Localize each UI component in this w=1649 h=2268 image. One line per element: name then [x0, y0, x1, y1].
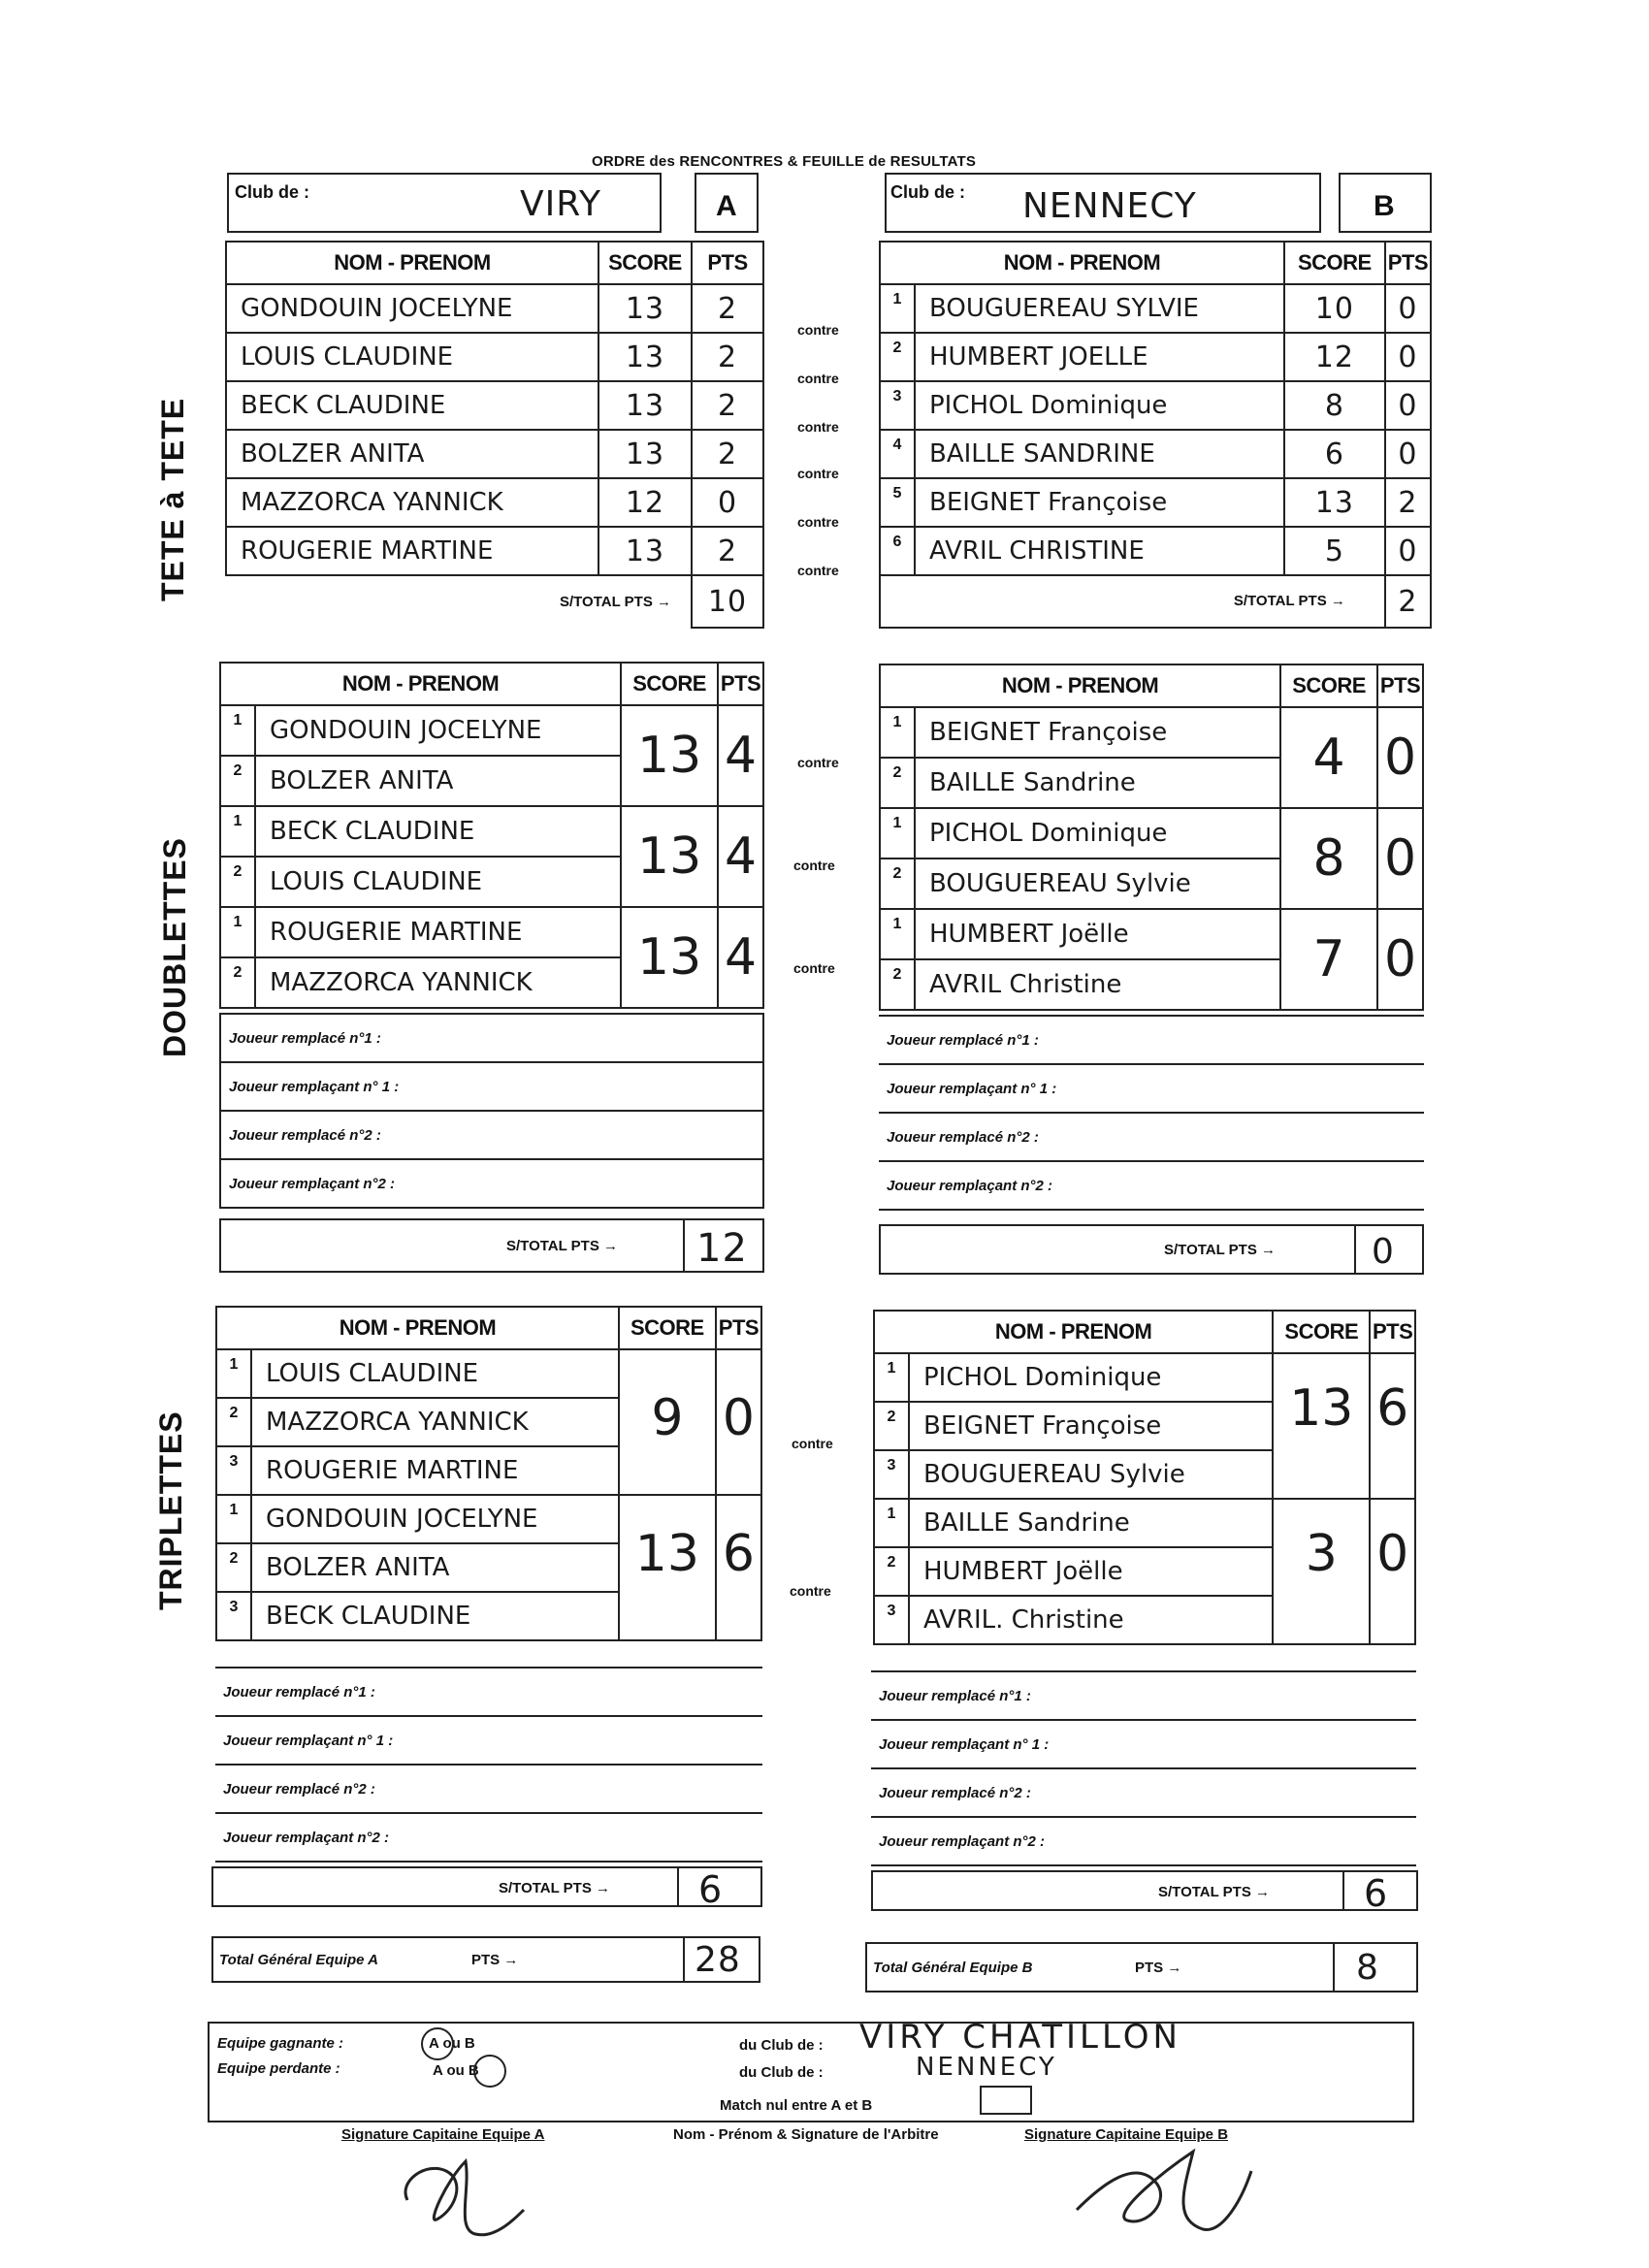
- substitute-1-label: Joueur remplaçant n° 1 :: [220, 1062, 763, 1111]
- tete-a-subtotal: 10: [692, 575, 763, 628]
- contre-label: contre: [792, 1436, 833, 1451]
- tete-a-name: GONDOUIN JOCELYNE: [226, 284, 598, 333]
- doub-a-pts: 4: [718, 806, 763, 907]
- doub-b-subtotal-label: S/TOTAL PTS →: [1164, 1242, 1277, 1258]
- substitute-1-label: Joueur remplaçant n° 1 :: [871, 1720, 1416, 1768]
- row-index: 5: [880, 478, 915, 527]
- trip-b-subtotal-row: [871, 1870, 1418, 1915]
- header-name: NOM - PRENOM: [216, 1307, 619, 1349]
- tete-a-score: 13: [598, 381, 692, 430]
- doub-b-score: 4: [1280, 707, 1377, 808]
- header-score: SCORE: [621, 663, 718, 705]
- tete-a-pts: 2: [692, 381, 763, 430]
- doub-b-score: 8: [1280, 808, 1377, 909]
- tete-b-score: 13: [1284, 478, 1385, 527]
- doub-b-pts: 0: [1377, 808, 1423, 909]
- replaced-1-label: Joueur remplacé n°1 :: [220, 1014, 763, 1062]
- tete-b-score: 6: [1284, 430, 1385, 478]
- team-a-letter-box: [695, 173, 759, 233]
- tete-b-pts: 2: [1385, 478, 1431, 527]
- row-index: 6: [880, 527, 915, 575]
- doub-a-score: 13: [621, 907, 718, 1008]
- row-index: 2: [220, 756, 255, 806]
- trip-b-player-3: AVRIL. Christine: [909, 1596, 1273, 1644]
- doub-b-score: 7: [1280, 909, 1377, 1010]
- total-b-pts-label: PTS →: [1135, 1960, 1182, 1976]
- captain-a-signature: [388, 2142, 534, 2249]
- doub-b-player-1: HUMBERT Joëlle: [915, 909, 1280, 959]
- substitute-2-label: Joueur remplaçant n°2 :: [879, 1161, 1424, 1210]
- substitute-1-label: Joueur remplaçant n° 1 :: [879, 1064, 1424, 1113]
- tete-a-pts: 2: [692, 333, 763, 381]
- row-index: 1: [874, 1353, 909, 1402]
- header-name: NOM - PRENOM: [874, 1311, 1273, 1353]
- tete-b-subtotal: 2: [1385, 575, 1431, 628]
- substitute-2-label: Joueur remplaçant n°2 :: [871, 1817, 1416, 1865]
- tete-a-pts: 2: [692, 284, 763, 333]
- trip-a-replacements: [215, 1667, 762, 1863]
- signature-a-label: Signature Capitaine Equipe A: [341, 2126, 545, 2143]
- trip-a-subtotal-row: [211, 1866, 762, 1911]
- section-doublettes: DOUBLETTES: [157, 837, 192, 1057]
- row-index: 3: [216, 1592, 251, 1640]
- trip-b-pts: 0: [1370, 1499, 1415, 1644]
- contre-label: contre: [797, 466, 839, 481]
- tete-a-name: BECK CLAUDINE: [226, 381, 598, 430]
- trip-b-replacements: [871, 1670, 1416, 1866]
- tete-a-pts: 2: [692, 527, 763, 575]
- row-index: 2: [880, 758, 915, 808]
- replaced-1-label: Joueur remplacé n°1 :: [215, 1668, 762, 1716]
- tete-a-name: BOLZER ANITA: [226, 430, 598, 478]
- tete-b-name: PICHOL Dominique: [915, 381, 1284, 430]
- total-a-value-box: [683, 1936, 760, 1983]
- tete-b-pts: 0: [1385, 333, 1431, 381]
- club-b-box: [885, 173, 1321, 233]
- doub-a-player-1: BECK CLAUDINE: [255, 806, 621, 857]
- sheet-title: ORDRE des RENCONTRES & FEUILLE de RESULTATS: [592, 153, 977, 170]
- contre-label: contre: [793, 960, 835, 976]
- loser-choice: A ou B: [433, 2062, 479, 2079]
- doub-b-player-2: BAILLE Sandrine: [915, 758, 1280, 808]
- tete-b-name: BAILLE SANDRINE: [915, 430, 1284, 478]
- trip-a-player-1: LOUIS CLAUDINE: [251, 1349, 619, 1398]
- total-a-value: 28: [695, 1940, 741, 1980]
- row-index: 1: [874, 1499, 909, 1547]
- total-a-box: [211, 1936, 760, 1983]
- loser-club-label: du Club de :: [739, 2064, 824, 2081]
- captain-b-signature-stroke: [1077, 2152, 1251, 2229]
- tete-b-name: BOUGUEREAU SYLVIE: [915, 284, 1284, 333]
- club-a-name: VIRY: [520, 184, 601, 224]
- header-name: NOM - PRENOM: [880, 242, 1284, 284]
- substitute-1-label: Joueur remplaçant n° 1 :: [215, 1716, 762, 1765]
- header-pts: PTS: [716, 1307, 761, 1349]
- doub-b-player-1: BEIGNET Françoise: [915, 707, 1280, 758]
- tete-a-subtotal-label: S/TOTAL PTS →: [559, 593, 671, 610]
- row-index: 2: [880, 333, 915, 381]
- trip-a-pts: 0: [716, 1349, 761, 1495]
- doub-a-player-2: MAZZORCA YANNICK: [255, 957, 621, 1008]
- row-index: 2: [874, 1402, 909, 1450]
- tete-b-score: 12: [1284, 333, 1385, 381]
- doublettes-team-a-table: [219, 662, 764, 1009]
- total-b-label: Total Général Equipe B: [873, 1960, 1033, 1976]
- doub-a-subtotal-row: [219, 1218, 764, 1273]
- row-index: 3: [874, 1596, 909, 1644]
- tete-b-pts: 0: [1385, 527, 1431, 575]
- replaced-2-label: Joueur remplacé n°2 :: [879, 1113, 1424, 1161]
- total-a-pts-label: PTS →: [471, 1952, 519, 1968]
- trip-b-player-1: PICHOL Dominique: [909, 1353, 1273, 1402]
- trip-a-subtotal-divider: [677, 1868, 679, 1905]
- row-index: 3: [874, 1450, 909, 1499]
- row-index: 1: [880, 707, 915, 758]
- captain-b-signature: [1067, 2142, 1261, 2249]
- row-index: 1: [220, 705, 255, 756]
- row-index: 2: [216, 1398, 251, 1446]
- row-index: 2: [216, 1543, 251, 1592]
- substitute-2-label: Joueur remplaçant n°2 :: [220, 1159, 763, 1208]
- contre-label: contre: [797, 755, 839, 770]
- trip-a-score: 13: [619, 1495, 716, 1640]
- captain-a-signature-stroke: [405, 2161, 524, 2235]
- triplettes-team-b-table: [873, 1310, 1416, 1645]
- row-index: 3: [880, 381, 915, 430]
- referee-label: Nom - Prénom & Signature de l'Arbitre: [673, 2126, 939, 2143]
- club-a-label: Club de :: [235, 182, 309, 202]
- trip-b-subtotal: 6: [1364, 1872, 1389, 1915]
- row-index: 1: [216, 1495, 251, 1543]
- tete-a-name: LOUIS CLAUDINE: [226, 333, 598, 381]
- row-index: 2: [874, 1547, 909, 1596]
- doub-a-subtotal-divider: [683, 1220, 685, 1271]
- tete-b-pts: 0: [1385, 430, 1431, 478]
- tete-b-pts: 0: [1385, 284, 1431, 333]
- trip-b-subtotal-label: S/TOTAL PTS →: [1158, 1884, 1271, 1900]
- trip-a-pts: 6: [716, 1495, 761, 1640]
- row-index: 2: [220, 857, 255, 907]
- header-name: NOM - PRENOM: [880, 664, 1280, 707]
- row-index: 1: [880, 284, 915, 333]
- doub-b-pts: 0: [1377, 909, 1423, 1010]
- winner-a-circle: [421, 2027, 454, 2060]
- result-box: [208, 2018, 1414, 2122]
- doub-b-replacements: [879, 1015, 1424, 1211]
- tete-a-pts: 0: [692, 478, 763, 527]
- trip-a-player-3: BECK CLAUDINE: [251, 1592, 619, 1640]
- header-pts: PTS: [718, 663, 763, 705]
- tete-b-score: 10: [1284, 284, 1385, 333]
- draw-checkbox[interactable]: [980, 2086, 1032, 2115]
- total-b-box: [865, 1942, 1418, 1993]
- header-score: SCORE: [598, 242, 692, 284]
- tete-a-pts: 2: [692, 430, 763, 478]
- draw-label: Match nul entre A et B: [720, 2097, 873, 2114]
- loser-label: Equipe perdante :: [217, 2060, 340, 2077]
- header-score: SCORE: [619, 1307, 716, 1349]
- loser-b-circle: [473, 2055, 506, 2088]
- doub-b-subtotal-row: [879, 1224, 1424, 1275]
- doub-a-player-1: ROUGERIE MARTINE: [255, 907, 621, 957]
- trip-a-player-1: GONDOUIN JOCELYNE: [251, 1495, 619, 1543]
- row-index: 1: [220, 907, 255, 957]
- trip-a-subtotal-label: S/TOTAL PTS →: [499, 1880, 611, 1896]
- doub-a-replacements: [219, 1013, 764, 1209]
- replaced-1-label: Joueur remplacé n°1 :: [871, 1671, 1416, 1720]
- tete-b-name: AVRIL CHRISTINE: [915, 527, 1284, 575]
- winner-choice: A ou B: [429, 2035, 475, 2052]
- trip-b-score: 13: [1273, 1353, 1370, 1499]
- winner-club: VIRY CHATILLON: [859, 2018, 1181, 2057]
- tete-a-name: ROUGERIE MARTINE: [226, 527, 598, 575]
- row-index: 2: [220, 957, 255, 1008]
- trip-b-pts: 6: [1370, 1353, 1415, 1499]
- row-index: 3: [216, 1446, 251, 1495]
- row-index: 1: [880, 909, 915, 959]
- row-index: 1: [220, 806, 255, 857]
- club-a-box: [227, 173, 662, 233]
- trip-b-player-3: BOUGUEREAU Sylvie: [909, 1450, 1273, 1499]
- doublettes-team-b-table: [879, 664, 1424, 1011]
- total-b-value: 8: [1356, 1948, 1379, 1988]
- club-b-label: Club de :: [890, 182, 965, 202]
- header-name: NOM - PRENOM: [226, 242, 598, 284]
- tete-team-a-table: [225, 241, 764, 629]
- contre-label: contre: [797, 514, 839, 530]
- tete-a-subtotal-label-cell: [226, 575, 692, 628]
- doub-a-score: 13: [621, 705, 718, 806]
- contre-label: contre: [797, 371, 839, 386]
- contre-label: contre: [793, 858, 835, 873]
- tete-b-subtotal-label: S/TOTAL PTS →: [1233, 593, 1345, 609]
- tete-b-score: 8: [1284, 381, 1385, 430]
- doub-b-player-1: PICHOL Dominique: [915, 808, 1280, 859]
- header-score: SCORE: [1273, 1311, 1370, 1353]
- team-a-letter: A: [716, 190, 737, 222]
- team-b-letter: B: [1374, 190, 1395, 222]
- row-index: 1: [880, 808, 915, 859]
- triplettes-team-a-table: [215, 1306, 762, 1641]
- tete-b-subtotal-label-cell: [880, 575, 1385, 628]
- doub-a-pts: 4: [718, 705, 763, 806]
- trip-b-player-2: BEIGNET Françoise: [909, 1402, 1273, 1450]
- header-pts: PTS: [1370, 1311, 1415, 1353]
- header-pts: PTS: [692, 242, 763, 284]
- doub-a-subtotal: 12: [696, 1226, 748, 1271]
- substitute-2-label: Joueur remplaçant n°2 :: [215, 1813, 762, 1862]
- contre-label: contre: [790, 1583, 831, 1599]
- tete-b-name: HUMBERT JOELLE: [915, 333, 1284, 381]
- contre-label: contre: [797, 419, 839, 435]
- doub-b-player-2: AVRIL Christine: [915, 959, 1280, 1010]
- doub-a-player-2: BOLZER ANITA: [255, 756, 621, 806]
- winner-label: Equipe gagnante :: [217, 2035, 344, 2052]
- doub-a-score: 13: [621, 806, 718, 907]
- replaced-2-label: Joueur remplacé n°2 :: [871, 1768, 1416, 1817]
- trip-b-subtotal-divider: [1342, 1872, 1344, 1909]
- doub-b-pts: 0: [1377, 707, 1423, 808]
- header-score: SCORE: [1284, 242, 1385, 284]
- replaced-1-label: Joueur remplacé n°1 :: [879, 1016, 1424, 1064]
- trip-b-player-2: HUMBERT Joëlle: [909, 1547, 1273, 1596]
- header-name: NOM - PRENOM: [220, 663, 621, 705]
- row-index: 4: [880, 430, 915, 478]
- doub-a-player-1: GONDOUIN JOCELYNE: [255, 705, 621, 756]
- contre-label: contre: [797, 322, 839, 338]
- trip-a-subtotal: 6: [698, 1868, 724, 1911]
- section-tete-a-tete: TETE à TETE: [155, 397, 190, 601]
- tete-a-score: 13: [598, 284, 692, 333]
- doub-a-subtotal-label: S/TOTAL PTS →: [506, 1238, 619, 1254]
- doub-b-player-2: BOUGUEREAU Sylvie: [915, 859, 1280, 909]
- trip-b-player-1: BAILLE Sandrine: [909, 1499, 1273, 1547]
- section-triplettes: TRIPLETTES: [153, 1410, 188, 1610]
- doub-b-subtotal: 0: [1372, 1232, 1395, 1272]
- tete-team-b-table: [879, 241, 1432, 629]
- tete-a-score: 13: [598, 527, 692, 575]
- replaced-2-label: Joueur remplacé n°2 :: [220, 1111, 763, 1159]
- team-b-letter-box: [1339, 173, 1432, 233]
- doub-a-pts: 4: [718, 907, 763, 1008]
- row-index: 2: [880, 859, 915, 909]
- tete-a-score: 12: [598, 478, 692, 527]
- trip-b-score: 3: [1273, 1499, 1370, 1644]
- tete-b-pts: 0: [1385, 381, 1431, 430]
- total-a-label: Total Général Equipe A: [219, 1952, 378, 1968]
- tete-b-score: 5: [1284, 527, 1385, 575]
- winner-club-label: du Club de :: [739, 2037, 824, 2054]
- total-b-value-box: [1333, 1942, 1418, 1993]
- tete-a-score: 13: [598, 430, 692, 478]
- trip-a-player-2: MAZZORCA YANNICK: [251, 1398, 619, 1446]
- tete-a-name: MAZZORCA YANNICK: [226, 478, 598, 527]
- trip-a-player-3: ROUGERIE MARTINE: [251, 1446, 619, 1495]
- tete-a-score: 13: [598, 333, 692, 381]
- header-score: SCORE: [1280, 664, 1377, 707]
- trip-a-score: 9: [619, 1349, 716, 1495]
- doub-a-player-2: LOUIS CLAUDINE: [255, 857, 621, 907]
- signature-b-label: Signature Capitaine Equipe B: [1024, 2126, 1229, 2143]
- club-b-name: NENNECY: [1022, 186, 1197, 226]
- row-index: 2: [880, 959, 915, 1010]
- loser-club: NENNECY: [916, 2053, 1057, 2082]
- doub-b-subtotal-divider: [1354, 1226, 1356, 1273]
- header-pts: PTS: [1377, 664, 1423, 707]
- tete-b-name: BEIGNET Françoise: [915, 478, 1284, 527]
- trip-a-player-2: BOLZER ANITA: [251, 1543, 619, 1592]
- contre-label: contre: [797, 563, 839, 578]
- row-index: 1: [216, 1349, 251, 1398]
- header-pts: PTS: [1385, 242, 1431, 284]
- replaced-2-label: Joueur remplacé n°2 :: [215, 1765, 762, 1813]
